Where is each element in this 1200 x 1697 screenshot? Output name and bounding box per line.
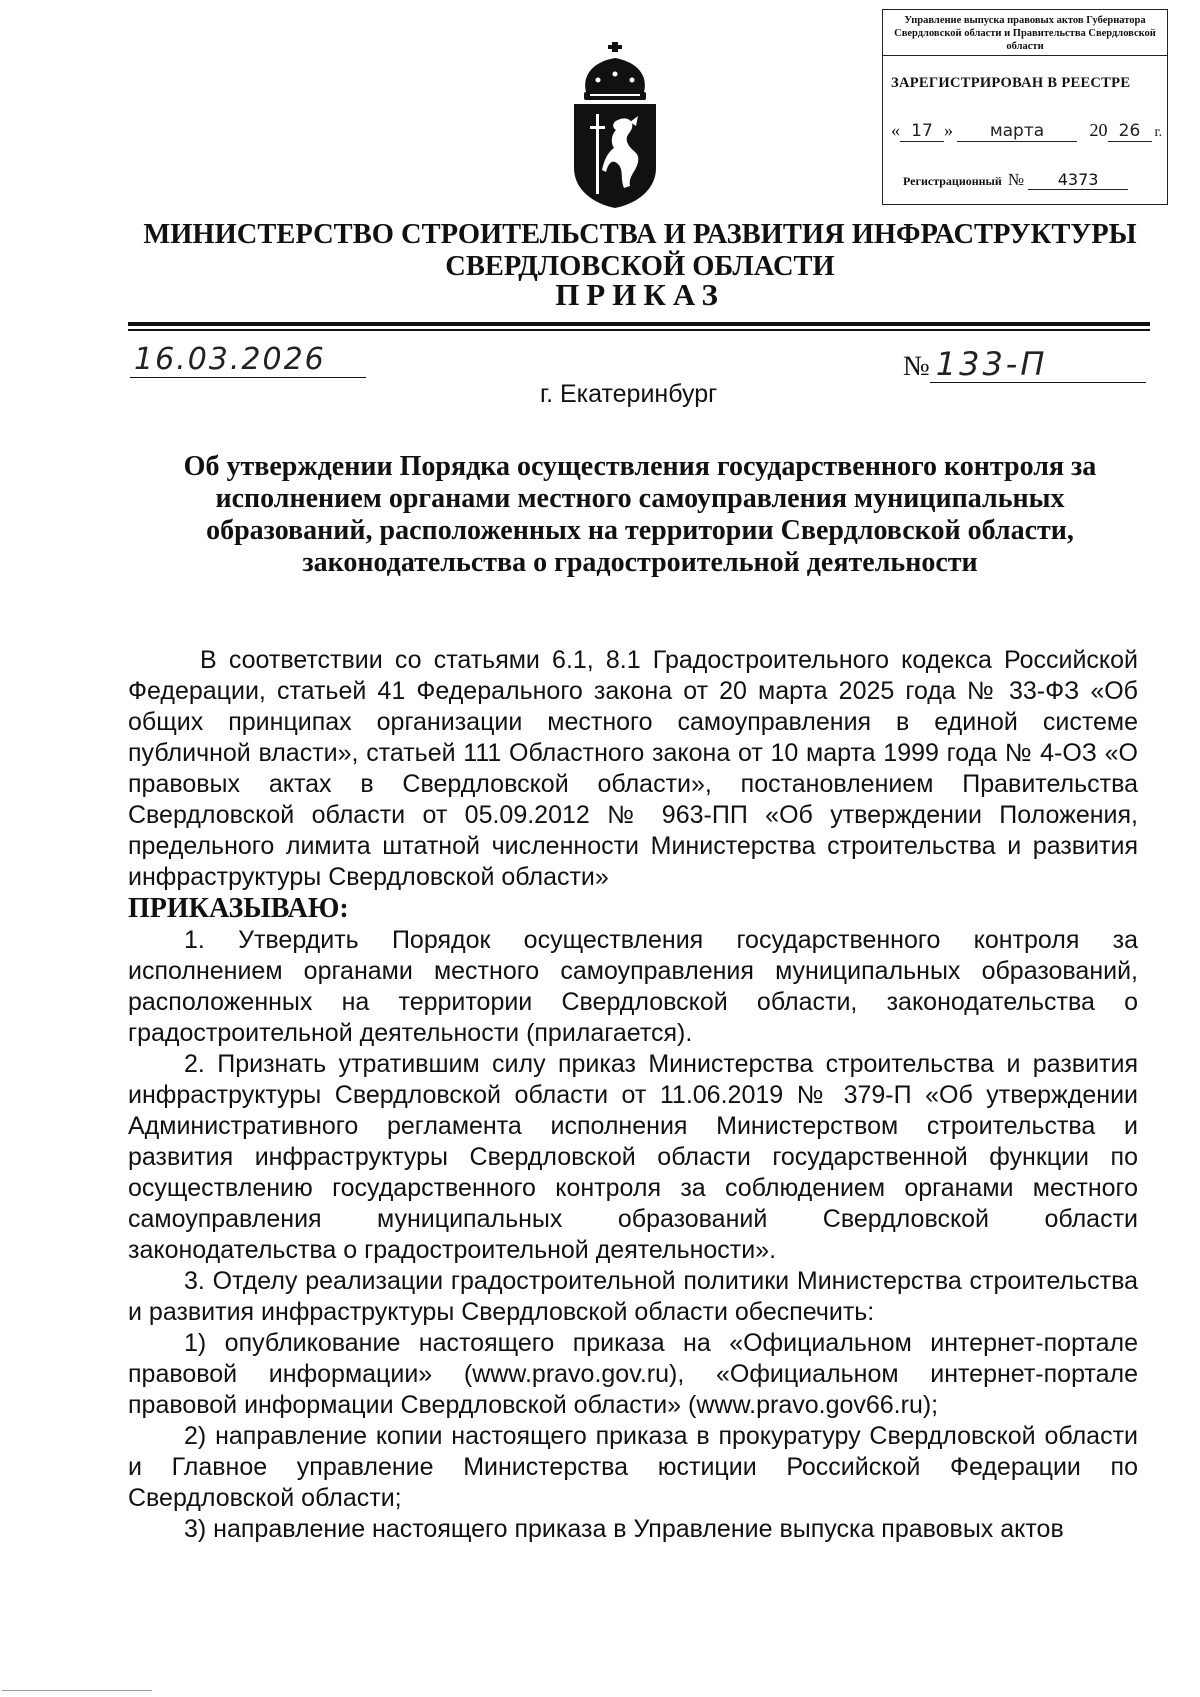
stamp-year-prefix: 20 bbox=[1089, 120, 1108, 140]
stamp-registered-label: ЗАРЕГИСТРИРОВАН В РЕЕСТРЕ bbox=[891, 75, 1131, 91]
item-2: 2. Признать утратившим силу приказ Министерства строительства и развития инфраструктуры Свердловской области от 11.06.2019 № 379-П «Об утверждении Административного регламента исполнения Министерством строительства и развития инфраструктуры Свердловской области государственной функции по осуществлению государственного контроля за соблюдением органами местного самоуправления муниципальных образований Свердловской области законодательства о градостроительной деятельности». bbox=[128, 1050, 1138, 1264]
stamp-quote-open: « bbox=[891, 120, 900, 140]
stamp-date bbox=[891, 120, 1162, 142]
stamp-reg-label: Регистрационный bbox=[903, 174, 1002, 188]
order-number-sign: № bbox=[903, 351, 930, 382]
document-type: ПРИКАЗ bbox=[555, 277, 725, 312]
document-subject: Об утверждении Порядка осуществления государственного контроля за исполнением органами местного самоуправления муниципальных образований, расположенных на территории Свердловской области, законодательства о градостроительной деятельности bbox=[183, 451, 1097, 578]
item-3: 3. Отделу реализации градостроительной политики Министерства строительства и развития инфраструктуры Свердловской области обеспечить: bbox=[128, 1267, 1138, 1326]
ministry-name bbox=[0, 219, 1200, 283]
order-word: ПРИКАЗЫВАЮ: bbox=[128, 893, 349, 924]
item-3-3: 3) направление настоящего приказа в Управление выпуска правовых актов bbox=[184, 1515, 1064, 1543]
preamble-paragraph: В соответствии со статьями 6.1, 8.1 Градостроительного кодекса Российской Федерации, статьей 41 Федерального закона от 20 марта 2025 года № 33-ФЗ «Об общих принципах организации местного самоуправления в единой системе публичной власти», статьей 111 Областного закона от 10 марта 1999 года № 4-ОЗ «О правовых актах в Свердловской области», постановлением Правительства Свердловской области от 05.09.2012 № 963-ПП «Об утверждении Положения, предельного лимита штатной численности Министерства строительства и развития инфраструктуры Свердловской области» bbox=[128, 646, 1138, 891]
item-3-1: 1) опубликование настоящего приказа на «Официальном интернет-портале правовой информации» (www.pravo.gov.ru), «Официальном интернет-портале правовой информации Свердловской области» (www.pravo.gov66.ru); bbox=[128, 1329, 1138, 1419]
stamp-registration bbox=[903, 170, 1128, 190]
order-date-handwritten: 16.03.2026 bbox=[130, 343, 366, 378]
ministry-line-2: СВЕРДЛОВСКОЙ ОБЛАСТИ bbox=[445, 251, 835, 282]
ministry-line-1: МИНИСТЕРСТВО СТРОИТЕЛЬСТВА И РАЗВИТИЯ ИНФРАСТРУКТУРЫ bbox=[143, 219, 1137, 250]
document-body bbox=[128, 645, 1138, 1545]
stamp-year-unit: г. bbox=[1154, 125, 1163, 140]
order-number bbox=[903, 346, 1146, 383]
item-1: 1. Утвердить Порядок осуществления государственного контроля за исполнением органами местного самоуправления муниципальных образований, расположенных на территории Свердловской области, законодательства о градостроительной деятельности (прилагается). bbox=[128, 926, 1138, 1047]
header-rule-thick bbox=[128, 322, 1150, 326]
stamp-reg-number: 4373 bbox=[1028, 170, 1128, 190]
order-number-handwritten: 133-П bbox=[930, 346, 1146, 383]
stamp-quote-close: » bbox=[944, 120, 953, 140]
registry-stamp bbox=[882, 9, 1168, 205]
city: г. Екатеринбург bbox=[540, 380, 718, 408]
header-rule-thin bbox=[128, 329, 1150, 331]
stamp-day: 17 bbox=[900, 121, 944, 142]
stamp-year-suffix: 26 bbox=[1108, 121, 1152, 142]
stamp-header: Управление выпуска правовых актов Губернатора Свердловской области и Правительства Свердловской области bbox=[883, 10, 1167, 56]
item-3-2: 2) направление копии настоящего приказа в прокуратуру Свердловской области и Главное управление Министерства юстиции Российской Федерации по Свердловской области; bbox=[128, 1422, 1138, 1512]
stamp-reg-sign: № bbox=[1007, 170, 1025, 189]
footer-rule bbox=[2, 1690, 152, 1691]
coat-of-arms-emblem bbox=[568, 40, 662, 210]
stamp-month: марта bbox=[957, 121, 1077, 142]
